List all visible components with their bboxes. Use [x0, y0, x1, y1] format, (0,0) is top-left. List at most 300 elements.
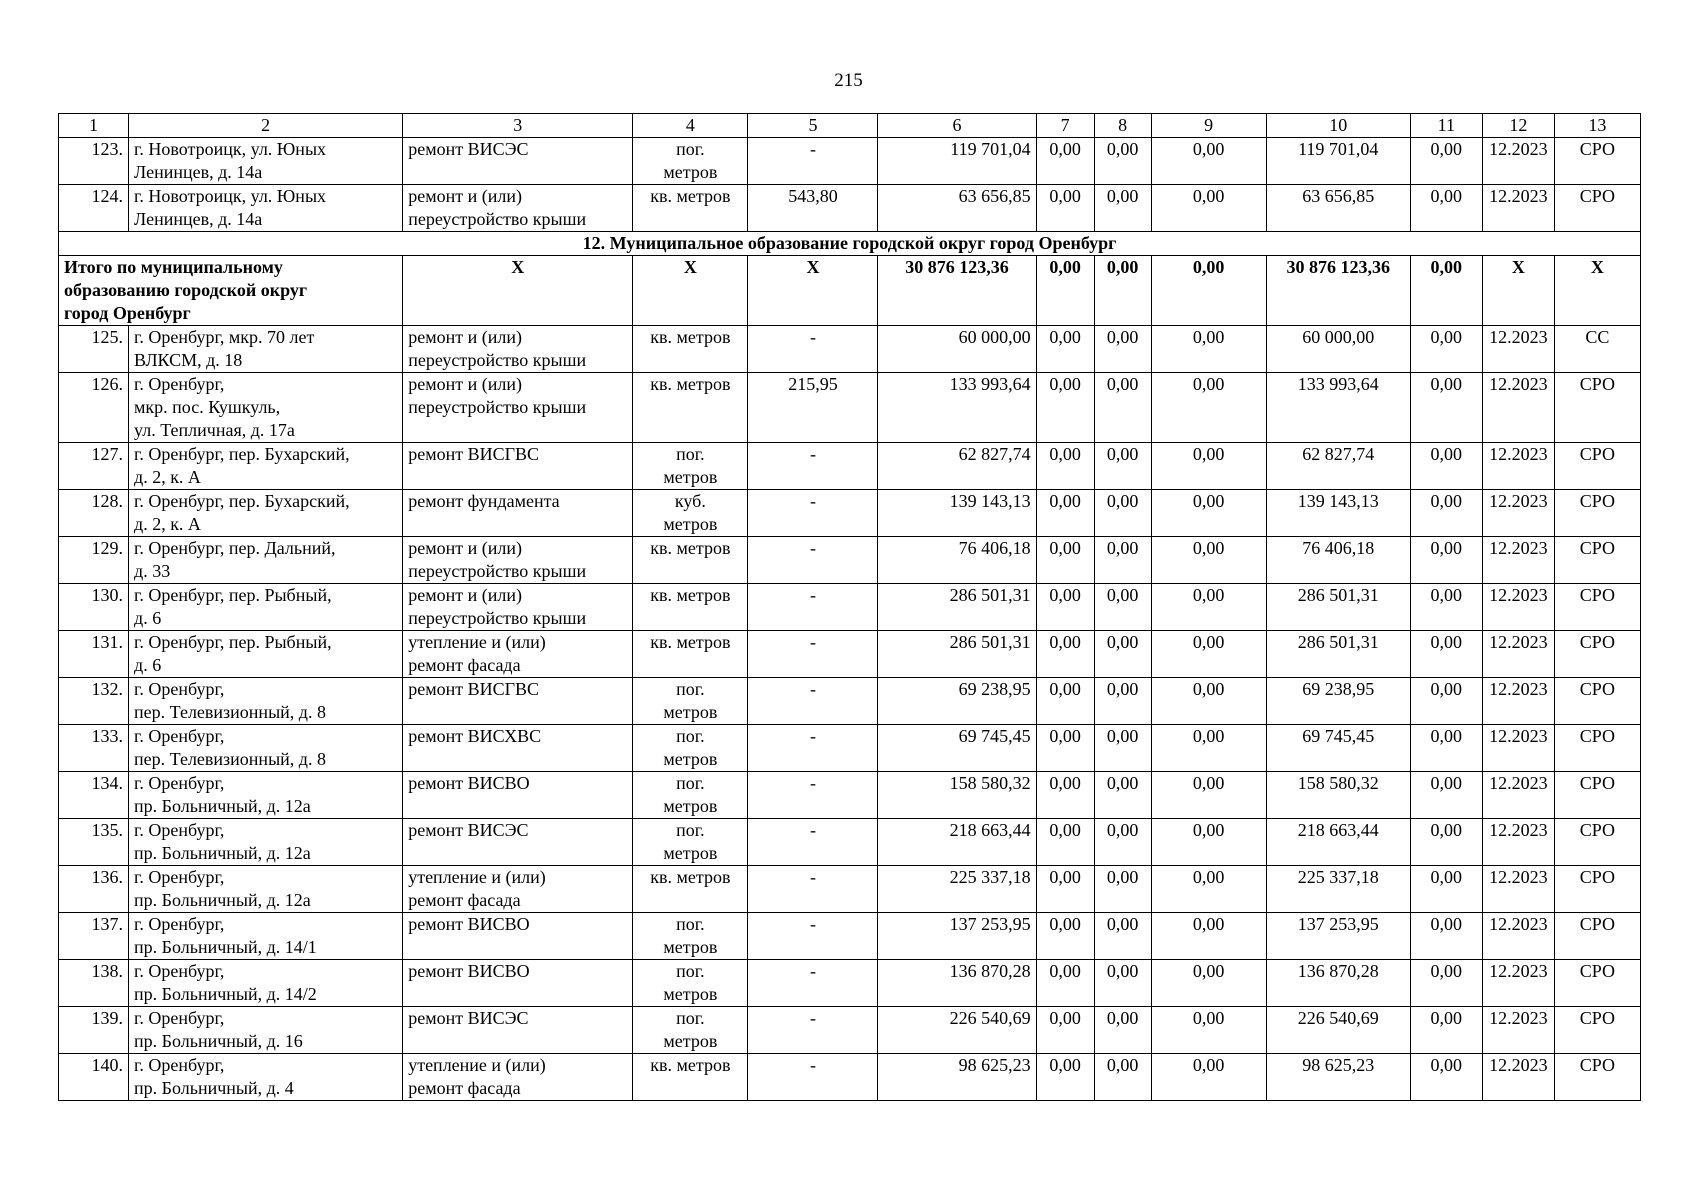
- unit-cell-line: кв. метров: [650, 538, 731, 558]
- table-row: [59, 866, 1641, 913]
- address-cell: [129, 1007, 403, 1054]
- col11-cell: 0,00: [1410, 819, 1482, 866]
- col10-cell: 158 580,32: [1266, 772, 1410, 819]
- address-cell: [129, 819, 403, 866]
- quantity-cell: -: [748, 1054, 878, 1101]
- column-number: 2: [129, 114, 403, 138]
- method-cell: СРО: [1554, 819, 1640, 866]
- quantity-cell: -: [748, 537, 878, 584]
- address-cell-line: Ленинцев, д. 14а: [134, 162, 263, 182]
- work-type-cell-line: переустройство крыши: [408, 209, 587, 229]
- address-cell-line: г. Оренбург,: [134, 1008, 225, 1028]
- work-type-cell: [403, 819, 633, 866]
- work-type-cell-line: переустройство крыши: [408, 397, 587, 417]
- work-type-cell: [403, 185, 633, 232]
- row-number: 140.: [59, 1054, 129, 1101]
- col9-cell: 0,00: [1151, 631, 1266, 678]
- address-cell-line: пр. Больничный, д. 14/2: [134, 984, 317, 1004]
- address-cell-line: ул. Тепличная, д. 17а: [134, 420, 295, 440]
- work-type-cell: [403, 326, 633, 373]
- table-body: [59, 114, 1641, 1101]
- address-cell-line: д. 2, к. А: [134, 467, 201, 487]
- unit-cell: [633, 866, 748, 913]
- address-cell-line: г. Оренбург,: [134, 867, 225, 887]
- total-cost-cell: 62 827,74: [878, 443, 1036, 490]
- col9-cell: 0,00: [1151, 725, 1266, 772]
- work-type-cell-line: ремонт и (или): [408, 327, 522, 347]
- work-type-cell: [403, 373, 633, 443]
- unit-cell-line: метров: [663, 162, 718, 182]
- col10-cell: 286 501,31: [1266, 584, 1410, 631]
- col11-cell: 0,00: [1410, 185, 1482, 232]
- unit-cell: [633, 772, 748, 819]
- col7-cell: 0,00: [1036, 138, 1094, 185]
- unit-cell-line: метров: [663, 937, 718, 957]
- row-number: 137.: [59, 913, 129, 960]
- row-number: 131.: [59, 631, 129, 678]
- work-type-cell-line: утепление и (или): [408, 867, 546, 887]
- unit-cell: [633, 138, 748, 185]
- unit-cell: [633, 725, 748, 772]
- address-cell-line: мкр. пос. Кушкуль,: [134, 397, 281, 417]
- col11-cell: 0,00: [1410, 537, 1482, 584]
- date-cell: 12.2023: [1482, 537, 1554, 584]
- col9-cell: 0,00: [1151, 678, 1266, 725]
- col9-cell: 0,00: [1151, 913, 1266, 960]
- work-type-cell-line: ремонт ВИСХВС: [408, 726, 542, 746]
- col7-cell: 0,00: [1036, 772, 1094, 819]
- col8-cell: 0,00: [1094, 678, 1151, 725]
- total-col8: 0,00: [1094, 256, 1151, 326]
- table-row: [59, 584, 1641, 631]
- unit-cell-line: кв. метров: [650, 186, 731, 206]
- unit-cell-line: пог.: [676, 139, 705, 159]
- unit-cell-line: кв. метров: [650, 867, 731, 887]
- col10-cell: 62 827,74: [1266, 443, 1410, 490]
- row-number: 126.: [59, 373, 129, 443]
- col11-cell: 0,00: [1410, 490, 1482, 537]
- work-type-cell-line: ремонт фасада: [408, 890, 521, 910]
- quantity-cell: -: [748, 913, 878, 960]
- unit-cell: [633, 584, 748, 631]
- col9-cell: 0,00: [1151, 138, 1266, 185]
- column-number: 7: [1036, 114, 1094, 138]
- column-number: 13: [1554, 114, 1640, 138]
- col7-cell: 0,00: [1036, 866, 1094, 913]
- work-type-cell: [403, 1054, 633, 1101]
- date-cell: 12.2023: [1482, 866, 1554, 913]
- col7-cell: 0,00: [1036, 537, 1094, 584]
- data-table: [58, 113, 1641, 1101]
- col10-cell: 63 656,85: [1266, 185, 1410, 232]
- col11-cell: 0,00: [1410, 772, 1482, 819]
- work-type-cell-line: ремонт ВИСВО: [408, 961, 530, 981]
- unit-cell-line: кв. метров: [650, 1055, 731, 1075]
- row-number: 132.: [59, 678, 129, 725]
- work-type-cell-line: переустройство крыши: [408, 350, 587, 370]
- col8-cell: 0,00: [1094, 1054, 1151, 1101]
- unit-cell-line: метров: [663, 796, 718, 816]
- col11-cell: 0,00: [1410, 725, 1482, 772]
- address-cell: [129, 725, 403, 772]
- row-number: 134.: [59, 772, 129, 819]
- work-type-cell-line: ремонт ВИСВО: [408, 914, 530, 934]
- total-row: [59, 256, 1641, 326]
- total-cost-cell: 76 406,18: [878, 537, 1036, 584]
- row-number: 130.: [59, 584, 129, 631]
- date-cell: 12.2023: [1482, 373, 1554, 443]
- unit-cell-line: пог.: [676, 726, 705, 746]
- quantity-cell: 215,95: [748, 373, 878, 443]
- total-col3: Х: [403, 256, 633, 326]
- date-cell: 12.2023: [1482, 138, 1554, 185]
- unit-cell-line: пог.: [676, 773, 705, 793]
- col7-cell: 0,00: [1036, 819, 1094, 866]
- col8-cell: 0,00: [1094, 725, 1151, 772]
- address-cell: [129, 631, 403, 678]
- address-cell-line: г. Оренбург, пер. Рыбный,: [134, 632, 332, 652]
- col11-cell: 0,00: [1410, 373, 1482, 443]
- address-cell: [129, 866, 403, 913]
- total-col9: 0,00: [1151, 256, 1266, 326]
- method-cell: СРО: [1554, 631, 1640, 678]
- address-cell-line: г. Оренбург,: [134, 914, 225, 934]
- col10-cell: 225 337,18: [1266, 866, 1410, 913]
- table-row: [59, 326, 1641, 373]
- row-number: 124.: [59, 185, 129, 232]
- unit-cell-line: кв. метров: [650, 632, 731, 652]
- address-cell-line: Ленинцев, д. 14а: [134, 209, 263, 229]
- col8-cell: 0,00: [1094, 913, 1151, 960]
- col10-cell: 133 993,64: [1266, 373, 1410, 443]
- quantity-cell: -: [748, 866, 878, 913]
- work-type-cell-line: переустройство крыши: [408, 561, 587, 581]
- unit-cell-line: пог.: [676, 1008, 705, 1028]
- col10-cell: 76 406,18: [1266, 537, 1410, 584]
- col9-cell: 0,00: [1151, 373, 1266, 443]
- table-row: [59, 913, 1641, 960]
- unit-cell-line: пог.: [676, 961, 705, 981]
- work-type-cell: [403, 537, 633, 584]
- col11-cell: 0,00: [1410, 443, 1482, 490]
- method-cell: СРО: [1554, 678, 1640, 725]
- col7-cell: 0,00: [1036, 1007, 1094, 1054]
- quantity-cell: -: [748, 138, 878, 185]
- total-cost-cell: 158 580,32: [878, 772, 1036, 819]
- quantity-cell: -: [748, 819, 878, 866]
- address-cell-line: г. Оренбург,: [134, 773, 225, 793]
- table-row: [59, 138, 1641, 185]
- work-type-cell-line: утепление и (или): [408, 632, 546, 652]
- col7-cell: 0,00: [1036, 490, 1094, 537]
- address-cell: [129, 185, 403, 232]
- col9-cell: 0,00: [1151, 819, 1266, 866]
- work-type-cell: [403, 678, 633, 725]
- table-row: [59, 490, 1641, 537]
- row-number: 128.: [59, 490, 129, 537]
- col7-cell: 0,00: [1036, 373, 1094, 443]
- col9-cell: 0,00: [1151, 584, 1266, 631]
- method-cell: СРО: [1554, 866, 1640, 913]
- table-row: [59, 960, 1641, 1007]
- column-number: 9: [1151, 114, 1266, 138]
- work-type-cell: [403, 443, 633, 490]
- total-cost-cell: 286 501,31: [878, 584, 1036, 631]
- quantity-cell: -: [748, 631, 878, 678]
- col8-cell: 0,00: [1094, 631, 1151, 678]
- column-number: 12: [1482, 114, 1554, 138]
- col8-cell: 0,00: [1094, 185, 1151, 232]
- col11-cell: 0,00: [1410, 960, 1482, 1007]
- method-cell: СРО: [1554, 185, 1640, 232]
- total-label-line: образованию городской округ: [64, 280, 308, 300]
- column-number: 3: [403, 114, 633, 138]
- total-cost-cell: 225 337,18: [878, 866, 1036, 913]
- unit-cell: [633, 1007, 748, 1054]
- col11-cell: 0,00: [1410, 631, 1482, 678]
- work-type-cell-line: ремонт ВИСЭС: [408, 820, 529, 840]
- work-type-cell: [403, 631, 633, 678]
- unit-cell: [633, 1054, 748, 1101]
- col8-cell: 0,00: [1094, 490, 1151, 537]
- quantity-cell: -: [748, 490, 878, 537]
- total-col11: 0,00: [1410, 256, 1482, 326]
- address-cell-line: д. 2, к. А: [134, 514, 201, 534]
- col10-cell: 137 253,95: [1266, 913, 1410, 960]
- table-row: [59, 537, 1641, 584]
- address-cell: [129, 584, 403, 631]
- date-cell: 12.2023: [1482, 960, 1554, 1007]
- address-cell: [129, 678, 403, 725]
- unit-cell-line: метров: [663, 843, 718, 863]
- total-col4: Х: [633, 256, 748, 326]
- col7-cell: 0,00: [1036, 443, 1094, 490]
- work-type-cell-line: ремонт и (или): [408, 585, 522, 605]
- unit-cell-line: пог.: [676, 679, 705, 699]
- unit-cell-line: метров: [663, 467, 718, 487]
- date-cell: 12.2023: [1482, 678, 1554, 725]
- col9-cell: 0,00: [1151, 537, 1266, 584]
- row-number: 139.: [59, 1007, 129, 1054]
- work-type-cell: [403, 772, 633, 819]
- method-cell: СС: [1554, 326, 1640, 373]
- address-cell-line: г. Оренбург, мкр. 70 лет: [134, 327, 315, 347]
- unit-cell: [633, 326, 748, 373]
- date-cell: 12.2023: [1482, 185, 1554, 232]
- date-cell: 12.2023: [1482, 772, 1554, 819]
- work-type-cell: [403, 490, 633, 537]
- total-label-line: город Оренбург: [64, 303, 191, 323]
- col10-cell: 60 000,00: [1266, 326, 1410, 373]
- address-cell-line: г. Оренбург,: [134, 820, 225, 840]
- total-col10: 30 876 123,36: [1266, 256, 1410, 326]
- method-cell: СРО: [1554, 373, 1640, 443]
- section-row: [59, 232, 1641, 256]
- col9-cell: 0,00: [1151, 185, 1266, 232]
- work-type-cell-line: ремонт ВИСЭС: [408, 139, 529, 159]
- col7-cell: 0,00: [1036, 584, 1094, 631]
- address-cell-line: г. Оренбург,: [134, 726, 225, 746]
- work-type-cell: [403, 138, 633, 185]
- col7-cell: 0,00: [1036, 1054, 1094, 1101]
- col10-cell: 69 238,95: [1266, 678, 1410, 725]
- method-cell: СРО: [1554, 584, 1640, 631]
- address-cell-line: д. 6: [134, 655, 162, 675]
- address-cell: [129, 490, 403, 537]
- method-cell: СРО: [1554, 913, 1640, 960]
- col7-cell: 0,00: [1036, 913, 1094, 960]
- address-cell: [129, 1054, 403, 1101]
- address-cell: [129, 537, 403, 584]
- address-cell: [129, 443, 403, 490]
- address-cell: [129, 772, 403, 819]
- address-cell-line: д. 6: [134, 608, 162, 628]
- total-cost-cell: 119 701,04: [878, 138, 1036, 185]
- column-number: 1: [59, 114, 129, 138]
- quantity-cell: -: [748, 725, 878, 772]
- address-cell-line: пр. Больничный, д. 4: [134, 1078, 294, 1098]
- col8-cell: 0,00: [1094, 138, 1151, 185]
- row-number: 135.: [59, 819, 129, 866]
- quantity-cell: -: [748, 772, 878, 819]
- work-type-cell-line: ремонт ВИСВО: [408, 773, 530, 793]
- date-cell: 12.2023: [1482, 326, 1554, 373]
- col11-cell: 0,00: [1410, 326, 1482, 373]
- address-cell-line: г. Оренбург, пер. Рыбный,: [134, 585, 332, 605]
- page-number: 215: [834, 70, 863, 91]
- work-type-cell-line: утепление и (или): [408, 1055, 546, 1075]
- date-cell: 12.2023: [1482, 913, 1554, 960]
- unit-cell: [633, 960, 748, 1007]
- col8-cell: 0,00: [1094, 960, 1151, 1007]
- work-type-cell-line: ремонт фасада: [408, 655, 521, 675]
- col10-cell: 98 625,23: [1266, 1054, 1410, 1101]
- quantity-cell: -: [748, 960, 878, 1007]
- work-type-cell: [403, 866, 633, 913]
- date-cell: 12.2023: [1482, 490, 1554, 537]
- address-cell-line: ВЛКСМ, д. 18: [134, 350, 243, 370]
- row-number: 136.: [59, 866, 129, 913]
- work-type-cell-line: ремонт фасада: [408, 1078, 521, 1098]
- table-row: [59, 373, 1641, 443]
- col11-cell: 0,00: [1410, 1007, 1482, 1054]
- work-type-cell-line: переустройство крыши: [408, 608, 587, 628]
- total-cost-cell: 69 238,95: [878, 678, 1036, 725]
- total-cost-cell: 133 993,64: [878, 373, 1036, 443]
- column-number: 10: [1266, 114, 1410, 138]
- address-cell-line: г. Новотроицк, ул. Юных: [134, 139, 327, 159]
- col8-cell: 0,00: [1094, 584, 1151, 631]
- date-cell: 12.2023: [1482, 819, 1554, 866]
- unit-cell-line: кв. метров: [650, 374, 731, 394]
- col9-cell: 0,00: [1151, 866, 1266, 913]
- col11-cell: 0,00: [1410, 138, 1482, 185]
- quantity-cell: -: [748, 1007, 878, 1054]
- total-cost-cell: 226 540,69: [878, 1007, 1036, 1054]
- date-cell: 12.2023: [1482, 631, 1554, 678]
- total-cost: 30 876 123,36: [878, 256, 1036, 326]
- column-number: 4: [633, 114, 748, 138]
- address-cell-line: пр. Больничный, д. 14/1: [134, 937, 317, 957]
- unit-cell: [633, 819, 748, 866]
- method-cell: СРО: [1554, 725, 1640, 772]
- total-cost-cell: 218 663,44: [878, 819, 1036, 866]
- work-type-cell-line: ремонт и (или): [408, 538, 522, 558]
- unit-cell: [633, 537, 748, 584]
- date-cell: 12.2023: [1482, 725, 1554, 772]
- unit-cell: [633, 678, 748, 725]
- method-cell: СРО: [1554, 772, 1640, 819]
- address-cell: [129, 326, 403, 373]
- col8-cell: 0,00: [1094, 443, 1151, 490]
- total-cost-cell: 136 870,28: [878, 960, 1036, 1007]
- col8-cell: 0,00: [1094, 537, 1151, 584]
- unit-cell-line: кв. метров: [650, 585, 731, 605]
- date-cell: 12.2023: [1482, 1007, 1554, 1054]
- work-type-cell: [403, 960, 633, 1007]
- total-col5: Х: [748, 256, 878, 326]
- date-cell: 12.2023: [1482, 584, 1554, 631]
- section-title: 12. Муниципальное образование городской округ город Оренбург: [59, 232, 1641, 256]
- col7-cell: 0,00: [1036, 326, 1094, 373]
- row-number: 127.: [59, 443, 129, 490]
- total-label: [59, 256, 403, 326]
- quantity-cell: -: [748, 678, 878, 725]
- quantity-cell: 543,80: [748, 185, 878, 232]
- col7-cell: 0,00: [1036, 631, 1094, 678]
- total-label-line: Итого по муниципальному: [64, 257, 283, 277]
- address-cell-line: г. Оренбург, пер. Дальний,: [134, 538, 336, 558]
- work-type-cell-line: ремонт ВИСЭС: [408, 1008, 529, 1028]
- row-number: 133.: [59, 725, 129, 772]
- total-cost-cell: 139 143,13: [878, 490, 1036, 537]
- method-cell: СРО: [1554, 1054, 1640, 1101]
- work-type-cell-line: ремонт ВИСГВС: [408, 679, 540, 699]
- unit-cell-line: пог.: [676, 820, 705, 840]
- method-cell: СРО: [1554, 138, 1640, 185]
- row-number: 129.: [59, 537, 129, 584]
- table-row: [59, 1054, 1641, 1101]
- col7-cell: 0,00: [1036, 725, 1094, 772]
- total-cost-cell: 137 253,95: [878, 913, 1036, 960]
- address-cell-line: пр. Больничный, д. 16: [134, 1031, 303, 1051]
- address-cell-line: г. Оренбург,: [134, 374, 225, 394]
- total-cost-cell: 286 501,31: [878, 631, 1036, 678]
- unit-cell-line: пог.: [676, 914, 705, 934]
- address-cell-line: пр. Больничный, д. 12а: [134, 843, 311, 863]
- date-cell: 12.2023: [1482, 443, 1554, 490]
- table-row: [59, 819, 1641, 866]
- quantity-cell: -: [748, 584, 878, 631]
- work-type-cell-line: ремонт и (или): [408, 186, 522, 206]
- col11-cell: 0,00: [1410, 866, 1482, 913]
- table-row: [59, 1007, 1641, 1054]
- address-cell-line: г. Оренбург,: [134, 1055, 225, 1075]
- address-cell-line: г. Оренбург, пер. Бухарский,: [134, 491, 350, 511]
- total-col7: 0,00: [1036, 256, 1094, 326]
- method-cell: СРО: [1554, 537, 1640, 584]
- row-number: 125.: [59, 326, 129, 373]
- col10-cell: 226 540,69: [1266, 1007, 1410, 1054]
- col7-cell: 0,00: [1036, 185, 1094, 232]
- address-cell-line: г. Оренбург,: [134, 679, 225, 699]
- method-cell: СРО: [1554, 490, 1640, 537]
- address-cell: [129, 373, 403, 443]
- date-cell: 12.2023: [1482, 1054, 1554, 1101]
- col11-cell: 0,00: [1410, 913, 1482, 960]
- table-row: [59, 185, 1641, 232]
- column-number: 11: [1410, 114, 1482, 138]
